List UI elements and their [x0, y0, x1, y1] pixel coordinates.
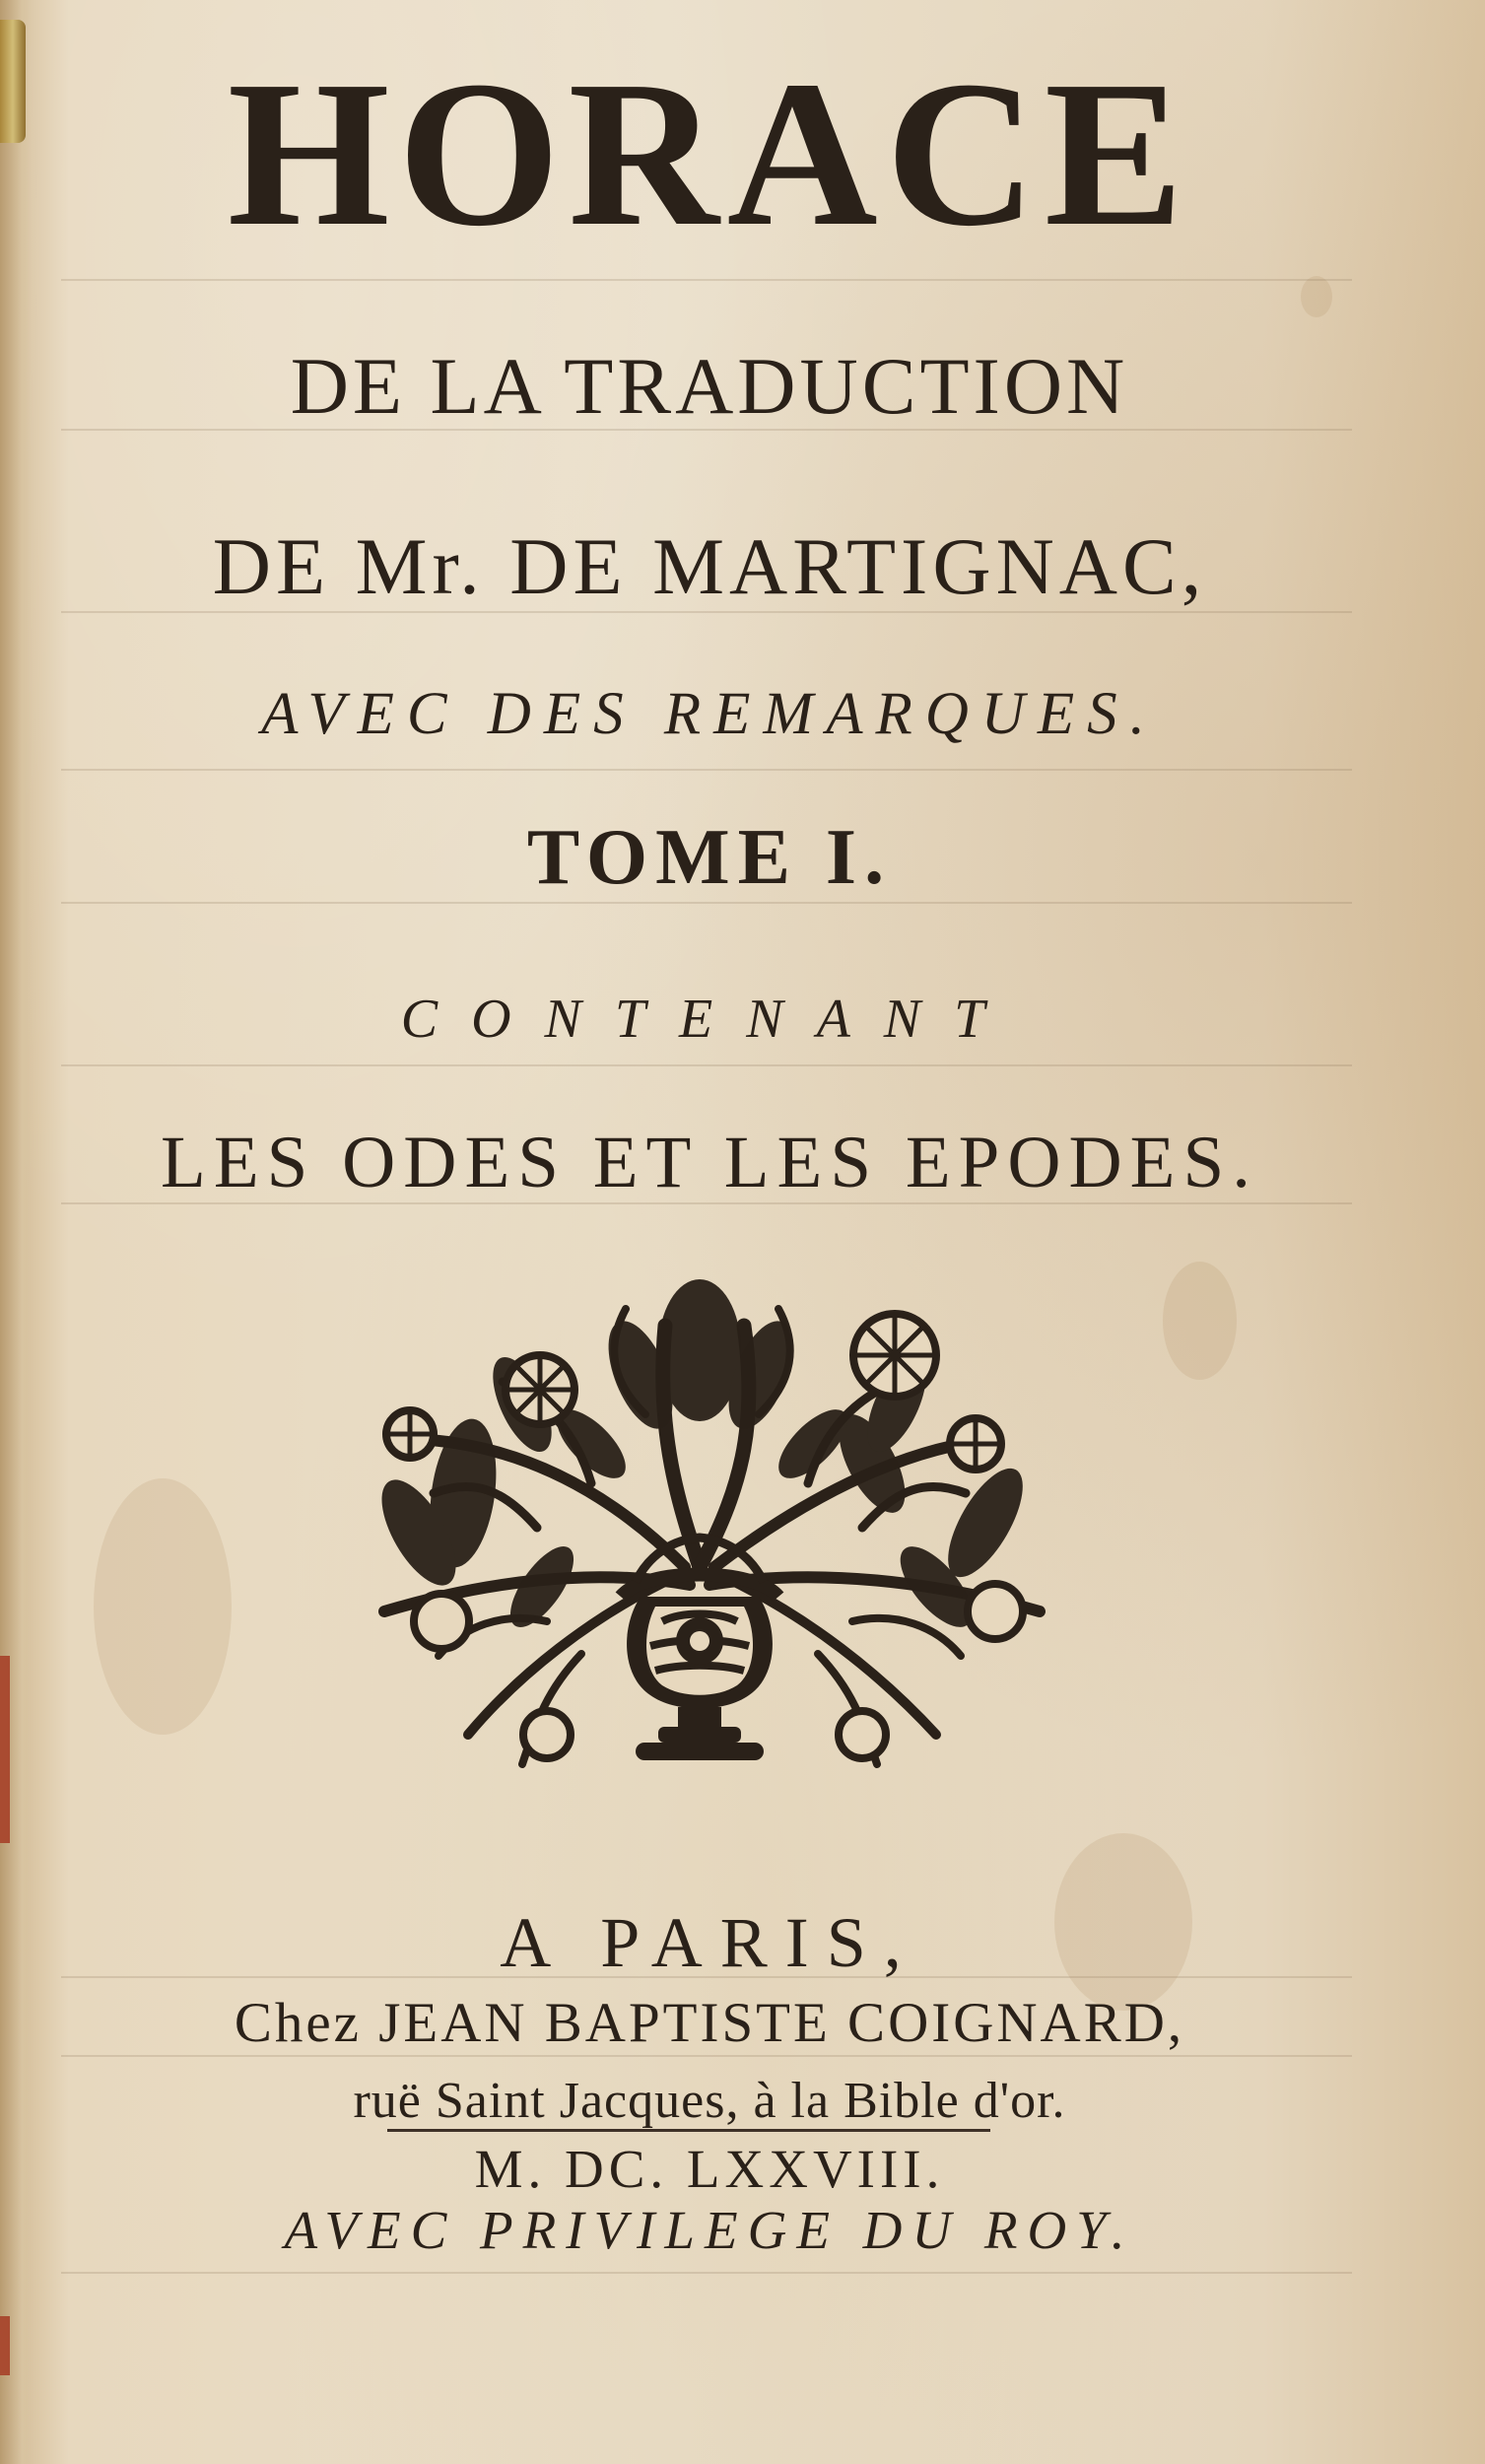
guide-rule: [61, 769, 1352, 771]
translation-line: DE LA TRADUCTION: [290, 341, 1129, 431]
translator-line: DE Mr. DE MARTIGNAC,: [212, 521, 1207, 611]
imprint-year: M. DC. LXXVIII.: [474, 2139, 945, 2199]
flower-vase-woodcut-icon: [296, 1271, 1104, 1823]
volume-line: TOME I.: [526, 814, 893, 901]
imprint-printer: Chez JEAN BAPTISTE COIGNARD,: [234, 1992, 1185, 2054]
red-edge-mark-bottom: [0, 2316, 10, 2375]
imprint-city: A PARIS,: [500, 1903, 919, 1982]
imprint-address: ruë Saint Jacques, à la Bible d'or.: [353, 2073, 1066, 2129]
year-rule: [387, 2129, 990, 2132]
book-spine-edge: [0, 0, 32, 2464]
paper-stain: [1163, 1262, 1237, 1380]
contents-line: LES ODES ET LES EPODES.: [161, 1122, 1258, 1203]
guide-rule: [61, 2055, 1352, 2057]
paper-stain: [94, 1478, 232, 1735]
guide-rule: [61, 279, 1352, 281]
royal-privilege: AVEC PRIVILEGE DU ROY.: [284, 2200, 1135, 2260]
ribbon-marker: [0, 20, 26, 143]
contents-heading: CONTENANT: [400, 989, 1019, 1050]
remarks-line: AVEC DES REMARQUES.: [261, 681, 1158, 747]
guide-rule: [61, 2272, 1352, 2274]
guide-rule: [61, 1064, 1352, 1066]
red-edge-mark-top: [0, 1656, 10, 1843]
book-title: HORACE: [227, 37, 1192, 269]
paper-stain: [1301, 276, 1332, 317]
